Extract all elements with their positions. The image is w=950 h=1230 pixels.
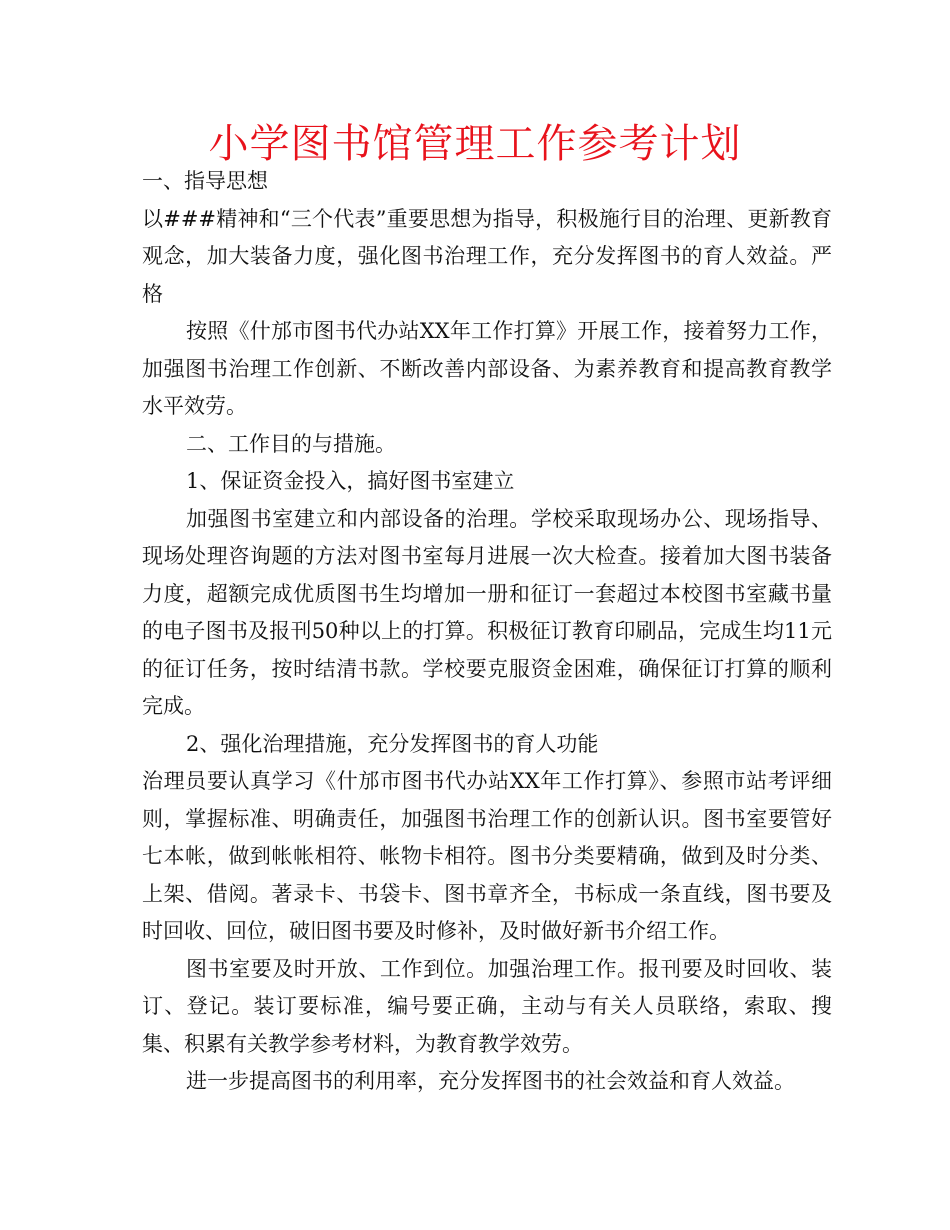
body-paragraph: 图书室要及时开放、工作到位。加强治理工作。报刊要及时回收、装订、登记。装订要标准，编号要正确，主动与有关人员联络，索取、搜集、积累有关教学参考材料，为教育教学效劳。	[142, 956, 832, 1056]
body-paragraph: 加强图书室建立和内部设备的治理。学校采取现场办公、现场指导、现场处理咨询题的方法对图书室每月进展一次大检查。接着加大图书装备力度，超额完成优质图书生均增加一册和征订一套超过本校图书室藏书量的电子图书及报刊50种以上的打算。积极征订教育印刷品，完成生均11元的征订任务，按时结清书款。学校要克服资金困难，确保征订打算的顺利完成。	[142, 506, 832, 718]
body-paragraph: 以###精神和“三个代表”重要思想为指导，积极施行目的治理、更新教育观念，加大装备力度，强化图书治理工作，充分发挥图书的育人效益。严格	[142, 206, 832, 306]
section-heading-goals-measures: 二、工作目的与措施。	[186, 431, 396, 456]
subsection-heading-management: 2、强化治理措施，充分发挥图书的育人功能	[186, 731, 599, 756]
document-body	[142, 163, 832, 1101]
body-paragraph: 进一步提高图书的利用率，充分发挥图书的社会效益和育人效益。	[186, 1069, 795, 1093]
subsection-heading-funding: 1、保证资金投入，搞好图书室建立	[186, 469, 515, 493]
body-paragraph: 治理员要认真学习《什邡市图书代办站XX年工作打算》、参照市站考评细则，掌握标准、明确责任，加强图书治理工作的创新认识。图书室要管好七本帐，做到帐帐相符、帐物卡相符。图书分类要精确，做到及时分类、上架、借阅。著录卡、书袋卡、图书章齐全，书标成一条直线，图书要及时回收、回位，破旧图书要及时修补，及时做好新书介绍工作。	[142, 769, 832, 943]
section-heading-guiding-ideology: 一、指导思想	[142, 169, 268, 193]
body-paragraph: 按照《什邡市图书代办站XX年工作打算》开展工作，接着努力工作，加强图书治理工作创新、不断改善内部设备、为素养教育和提高教育教学水平效劳。	[142, 319, 832, 418]
document-title: 小学图书馆管理工作参考计划	[208, 121, 742, 167]
